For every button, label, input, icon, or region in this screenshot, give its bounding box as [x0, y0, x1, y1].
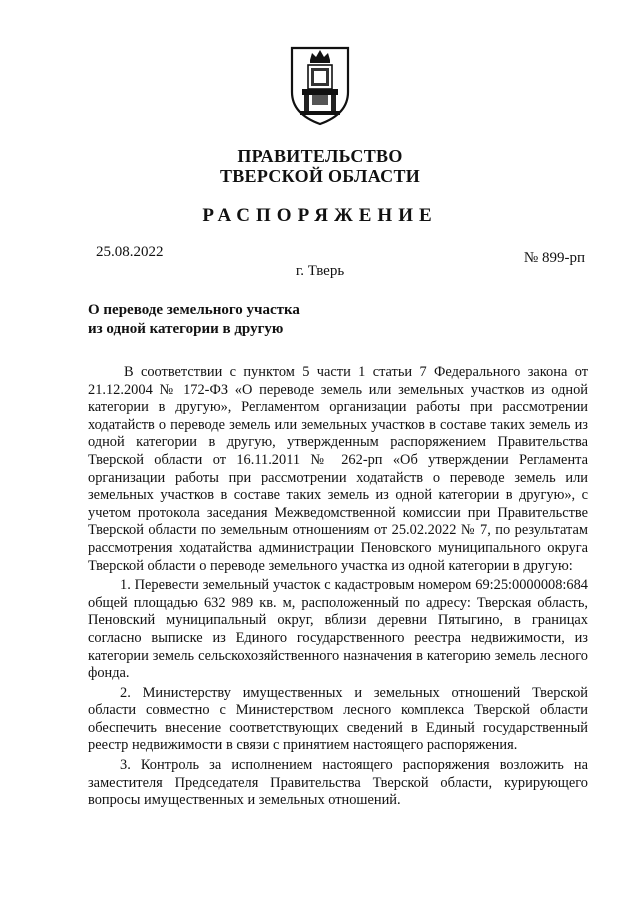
document-type-title: РАСПОРЯЖЕНИЕ: [202, 205, 438, 226]
preamble-paragraph: В соответствии с пунктом 5 части 1 статьи 7 Федерального закона от 21.12.2004 № 172-ФЗ «О переводе земель или земельных участков из одной категории в другую», Регламентом организации работы при рассмотрении ходатайств о переводе земель или земельных участков в составе таких земель из одной категории в другую, утвержденным распоряжением Правительства Тверской области от 16.11.2011 № 262-рп «Об утверждении Регламента организации работы при рассмотрении ходатайств о переводе земель или земельных участков в составе таких земель из одной категории в другую», с учетом протокола заседания Межведомственной комиссии при Правительстве Тверской области по земельным отношениям от 25.02.2022 № 7, по результатам рассмотрения ходатайства администрации Пеновского муниципального округа Тверской области о переводе земельного участка из одной категории в другую:: [88, 364, 588, 574]
org-name-line2: ТВЕРСКОЙ ОБЛАСТИ: [219, 166, 421, 186]
order-item-3: 3. Контроль за исполнением настоящего распоряжения возложить на заместителя Председателя Правительства Тверской области, курирующего вопросы имущественных и земельных отношений.: [88, 757, 588, 809]
document-date: 25.08.2022: [96, 244, 164, 260]
document-city: г. Тверь: [295, 263, 345, 279]
order-item-1: 1. Перевести земельный участок с кадастровым номером 69:25:0000008:684 общей площадью 632 989 кв. м, расположенный по адресу: Тверская область, Пеновский муниципальный округ, вблизи деревни Пятыгино, в границах согласно выписке из Единого государственного реестра недвижимости, из категории земель сельскохозяйственного назначения в категорию земель лесного фонда.: [88, 577, 588, 682]
order-item-2: 2. Министерству имущественных и земельных отношений Тверской области совместно с Министерством лесного комплекса Тверской области обеспечить внесение соответствующих сведений в Единый государственный реестр недвижимости в связи с принятием настоящего распоряжения.: [88, 684, 588, 754]
coat-of-arms-icon: [288, 42, 352, 126]
document-number: № 899-рп: [523, 250, 585, 266]
org-name-line1: ПРАВИТЕЛЬСТВО: [237, 146, 403, 166]
document-body: [88, 364, 588, 812]
subject-line2: из одной категории в другую: [88, 321, 284, 337]
subject-line1: О переводе земельного участка: [88, 302, 300, 318]
document-subject: [88, 301, 388, 339]
